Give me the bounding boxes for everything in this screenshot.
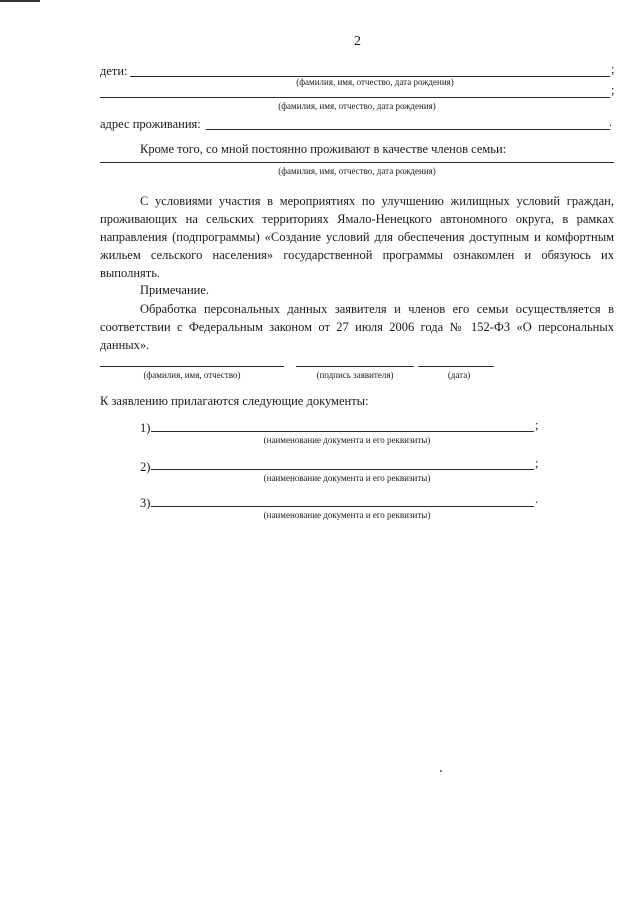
- conditions-paragraph-text: С условиями участия в мероприятиях по улучшению жилищных условий граждан, проживающих на сельских территориях Ямало-Ненецкого автономного округа, в рамках направления (подпрограммы) «Создание условий для обеспечения доступным и комфортным жильем сельского населения» государственной программы ознакомлен и обязуюсь их выполнять.: [100, 194, 614, 280]
- page-number: 2: [354, 34, 361, 49]
- children-line-2[interactable]: [100, 97, 610, 98]
- document-1-line[interactable]: [151, 431, 534, 432]
- date-line[interactable]: [418, 366, 494, 367]
- document-3-number: 3): [140, 496, 151, 510]
- document-3-line[interactable]: [151, 506, 534, 507]
- children-caption-2: (фамилия, имя, отчество, дата рождения): [278, 101, 436, 111]
- document-2-end: ;: [535, 456, 539, 470]
- children-line-1-end: ;: [611, 62, 615, 76]
- applicant-name-line[interactable]: [100, 366, 284, 367]
- applicant-name-caption: (фамилия, имя, отчество): [143, 370, 241, 380]
- family-members-text: Кроме того, со мной постоянно проживают в качестве членов семьи:: [140, 142, 507, 156]
- document-1-caption: (наименование документа и его реквизиты): [263, 435, 431, 445]
- note-text: Обработка персональных данных заявителя и членов его семьи осуществляется в соответствии с Федеральным законом от 27 июля 2006 года № 152-ФЗ «О персональных данных».: [100, 302, 614, 352]
- address-end: .: [609, 115, 613, 129]
- document-2-line[interactable]: [151, 469, 534, 470]
- document-1-end: ;: [535, 418, 539, 432]
- scan-speck: [440, 770, 442, 772]
- address-line[interactable]: [206, 129, 610, 130]
- children-caption-1: (фамилия, имя, отчество, дата рождения): [296, 77, 454, 87]
- date-caption: (дата): [447, 370, 471, 380]
- conditions-paragraph: [100, 192, 614, 282]
- applicant-signature-line[interactable]: [296, 366, 414, 367]
- children-label: дети:: [100, 64, 128, 78]
- document-2-caption: (наименование документа и его реквизиты): [263, 473, 431, 483]
- note-title: Примечание.: [140, 283, 210, 297]
- family-members-line[interactable]: [100, 162, 614, 163]
- note-paragraph: [100, 300, 614, 354]
- family-members-caption: (фамилия, имя, отчество, дата рождения): [278, 166, 436, 176]
- document-3-caption: (наименование документа и его реквизиты): [263, 510, 431, 520]
- address-label: адрес проживания:: [100, 117, 201, 131]
- document-2-number: 2): [140, 460, 151, 474]
- scan-edge-mark: [0, 0, 40, 2]
- applicant-signature-caption: (подпись заявителя): [316, 370, 394, 380]
- children-line-2-end: ;: [611, 83, 615, 97]
- document-3-end: .: [535, 492, 539, 506]
- documents-intro: К заявлению прилагаются следующие документы:: [100, 394, 369, 408]
- document-1-number: 1): [140, 421, 151, 435]
